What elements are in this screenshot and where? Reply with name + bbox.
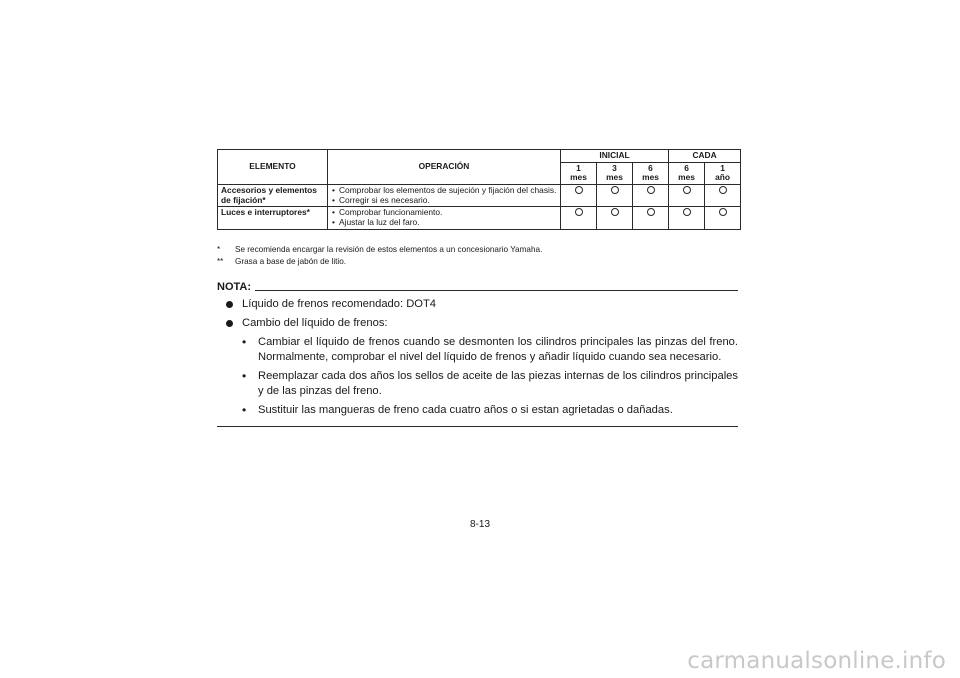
circle-icon xyxy=(575,208,583,216)
nota-subitem-text: Sustituir las mangueras de freno cada cuatro años o si estan agrietadas o dañadas. xyxy=(258,404,673,416)
nota-subitem xyxy=(217,335,738,365)
nota-item xyxy=(217,297,738,312)
circle-icon xyxy=(647,208,655,216)
period-number: 1 xyxy=(576,162,581,173)
check-cell xyxy=(669,184,705,206)
element-cell xyxy=(218,207,328,229)
period-unit: mes xyxy=(570,172,587,183)
nota-rule xyxy=(255,289,738,291)
circle-icon xyxy=(719,186,727,194)
element-cell xyxy=(218,184,328,206)
check-cell xyxy=(633,207,669,229)
nota-item xyxy=(217,316,738,331)
header-inicial: INICIAL xyxy=(561,150,669,163)
operation-item: • Ajustar la luz del faro. xyxy=(331,218,557,228)
sub-bullet-icon: • xyxy=(242,335,247,349)
check-cell xyxy=(561,184,597,206)
check-cell xyxy=(669,207,705,229)
circle-icon xyxy=(611,186,619,194)
check-cell xyxy=(597,184,633,206)
footnote xyxy=(217,256,542,268)
element-name: Accesorios y elementos xyxy=(221,184,317,195)
circle-icon xyxy=(683,186,691,194)
table-row xyxy=(218,207,741,229)
bullet-icon xyxy=(226,301,233,308)
period-header xyxy=(669,162,705,184)
period-unit: año xyxy=(715,172,730,183)
operation-list xyxy=(331,208,557,227)
circle-icon xyxy=(647,186,655,194)
bullet-icon xyxy=(226,320,233,327)
nota-subitem-text: Reemplazar cada dos años los sellos de aceite de las piezas internas de los cilindros principales y de las pinzas del freno. xyxy=(258,370,738,397)
footnote-text: Se recomienda encargar la revisión de estos elementos a un concesionario Yamaha. xyxy=(235,245,543,254)
nota-subitem xyxy=(217,403,738,418)
nota-subitem-text: Cambiar el líquido de frenos cuando se desmonten los cilindros principales las pinzas del freno. Normalmente, comprobar el nivel del líquido de frenos y añadir líquido cuando sea necesario. xyxy=(258,336,738,363)
period-number: 6 xyxy=(684,162,689,173)
header-cada: CADA xyxy=(669,150,741,163)
period-number: 1 xyxy=(720,162,725,173)
check-cell xyxy=(705,184,741,206)
operation-item: • Corregir si es necesario. xyxy=(331,196,557,206)
nota-item-text: Líquido de frenos recomendado: DOT4 xyxy=(242,298,437,310)
watermark: carmanualsonline.info xyxy=(687,648,946,674)
table-row xyxy=(218,184,741,206)
period-unit: mes xyxy=(606,172,623,183)
operation-cell xyxy=(328,184,561,206)
sub-bullet-icon: • xyxy=(242,369,247,383)
nota-label: NOTA: xyxy=(217,281,252,293)
nota-item-text: Cambio del líquido de frenos: xyxy=(242,317,388,329)
period-number: 3 xyxy=(612,162,617,173)
circle-icon xyxy=(575,186,583,194)
period-header xyxy=(705,162,741,184)
footnote xyxy=(217,244,542,256)
operation-item: • Comprobar los elementos de sujeción y fijación del chasis. xyxy=(331,186,557,196)
operation-list xyxy=(331,186,557,205)
check-cell xyxy=(705,207,741,229)
period-unit: mes xyxy=(678,172,695,183)
footnote-text: Grasa a base de jabón de litio. xyxy=(235,257,347,266)
circle-icon xyxy=(611,208,619,216)
nota-end-rule xyxy=(217,426,738,427)
header-operacion: OPERACIÓN xyxy=(328,150,561,185)
footnote-mark: ** xyxy=(217,257,224,266)
operation-item: • Comprobar funcionamiento. xyxy=(331,208,557,218)
check-cell xyxy=(633,184,669,206)
sub-bullet-icon: • xyxy=(242,403,247,417)
circle-icon xyxy=(683,208,691,216)
page-number: 8-13 xyxy=(469,519,490,530)
circle-icon xyxy=(719,208,727,216)
check-cell xyxy=(597,207,633,229)
nota-section xyxy=(217,281,738,427)
maintenance-table xyxy=(217,149,741,230)
check-cell xyxy=(561,207,597,229)
period-header xyxy=(561,162,597,184)
period-number: 6 xyxy=(648,162,653,173)
period-header xyxy=(633,162,669,184)
nota-subitem xyxy=(217,369,738,399)
element-name-cont: de fijación* xyxy=(221,194,266,205)
period-header xyxy=(597,162,633,184)
period-unit: mes xyxy=(642,172,659,183)
operation-cell xyxy=(328,207,561,229)
footnotes xyxy=(217,244,542,268)
footnote-mark: * xyxy=(217,245,221,254)
element-name: Luces e interruptores* xyxy=(221,207,310,218)
header-elemento: ELEMENTO xyxy=(218,150,328,185)
